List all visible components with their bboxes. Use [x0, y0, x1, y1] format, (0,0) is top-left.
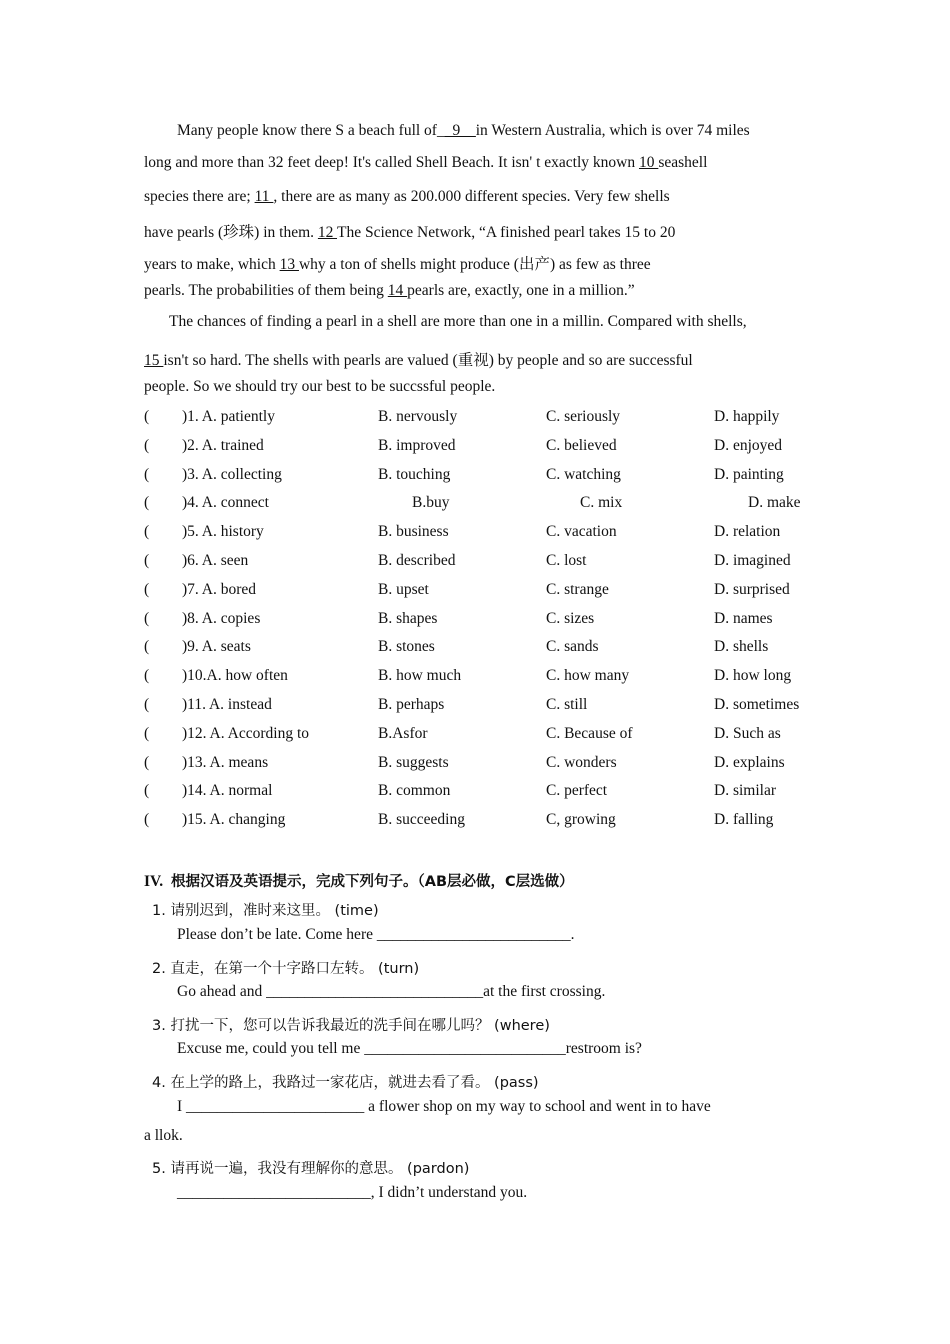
question-row: [144, 667, 824, 689]
option-a: )11. A. instead: [182, 696, 272, 713]
answer-paren: (: [144, 667, 150, 685]
passage-line-3: [144, 188, 670, 206]
option-c: C. seriously: [546, 408, 621, 425]
passage-text: isn't so hard. The shells with pearls are valued (重视) by people and so are successful: [163, 352, 693, 369]
answer-paren: (: [144, 811, 150, 829]
option-c: C. believed: [546, 436, 617, 454]
passage-text: have pearls (珍珠) in them.: [144, 224, 318, 241]
blank-9: _9__: [444, 122, 476, 139]
item-1-en: Please don’t be late. Come here _________________________.: [177, 926, 575, 943]
option-c: C. still: [546, 696, 588, 713]
passage-line-2: [144, 154, 707, 172]
answer-paren: (: [144, 753, 150, 771]
option-d: D. surprised: [714, 580, 790, 598]
section-roman: IV.: [144, 873, 164, 890]
blank-10: 10: [638, 154, 659, 171]
option-a: )4. A. connect: [182, 494, 269, 512]
question-row: [144, 494, 824, 516]
question-row: [144, 408, 824, 430]
passage-text: why a ton of shells might produce (出产) as few as three: [298, 256, 651, 273]
option-c: C. mix: [580, 494, 623, 512]
item-2-cn: 2. 直走，在第一个十字路口左转。 (turn): [152, 961, 420, 977]
option-d: D. falling: [714, 811, 774, 829]
item-1-cn: 1. 请别迟到，准时来这里。 (time): [152, 903, 379, 919]
item-3-en: Excuse me, could you tell me __________________________restroom is?: [177, 1040, 642, 1057]
option-b: B. common: [378, 782, 451, 800]
option-a: )13. A. means: [182, 753, 269, 771]
option-d: D. relation: [714, 523, 781, 541]
answer-paren: (: [144, 782, 150, 800]
question-row: [144, 696, 824, 718]
item-2-en: Go ahead and ____________________________at the first crossing.: [177, 983, 606, 1000]
passage-line-7: [169, 313, 747, 331]
question-row: [144, 638, 824, 660]
item-5-cn: 5. 请再说一遍，我没有理解你的意思。 (pardon): [152, 1161, 470, 1177]
option-a: )5. A. history: [182, 523, 264, 541]
option-a: )2. A. trained: [182, 436, 264, 454]
passage-text: people. So we should try our best to be succssful people.: [144, 378, 496, 395]
option-b: B. touching: [378, 465, 451, 483]
question-row: [144, 754, 824, 776]
option-b: B. stones: [378, 638, 435, 656]
option-d: D. shells: [714, 638, 769, 656]
option-b: B. upset: [378, 580, 429, 598]
option-d: D. happily: [714, 408, 780, 425]
option-a: )14. A. normal: [182, 782, 273, 800]
answer-paren: (: [144, 436, 150, 454]
option-b: B. suggests: [378, 753, 449, 771]
passage-text: long and more than 32 feet deep! It's called Shell Beach. It isn' t exactly known: [144, 154, 639, 171]
passage-text: The chances of finding a pearl in a shell are more than one in a millin. Compared with shells,: [169, 313, 747, 330]
passage-text: Many people know there S a beach full of_: [177, 122, 445, 139]
option-d: D. explains: [714, 753, 785, 771]
option-a: )1. A. patiently: [182, 408, 275, 425]
passage-text: years to make, which: [144, 256, 280, 273]
option-b: B. nervously: [378, 408, 458, 425]
option-b: B.Asfor: [378, 724, 428, 742]
answer-paren: (: [144, 465, 150, 483]
passage-text: species there are;: [144, 188, 255, 205]
question-row: [144, 581, 824, 603]
section-heading: [144, 870, 574, 891]
option-b: B. succeeding: [378, 811, 465, 829]
option-b: B. shapes: [378, 609, 438, 627]
blank-13: 13: [279, 256, 299, 273]
question-row: [144, 437, 824, 459]
blank-15: 15: [144, 352, 164, 369]
passage-text: seashell: [658, 154, 708, 171]
option-d: D. imagined: [714, 552, 791, 569]
answer-paren: (: [144, 408, 150, 425]
option-a: )12. A. According to: [182, 724, 309, 742]
passage-text: The Science Network, “A finished pearl takes 15 to 20: [337, 224, 676, 241]
item-4-cn: 4. 在上学的路上，我路过一家花店，就进去看了看。 (pass): [152, 1075, 539, 1091]
answer-paren: (: [144, 580, 150, 598]
passage-line-6: [144, 282, 635, 300]
option-a: )6. A. seen: [182, 552, 249, 569]
option-d: D. similar: [714, 782, 776, 800]
passage-text: pearls. The probabilities of them being: [144, 282, 388, 299]
option-a: )7. A. bored: [182, 580, 257, 598]
option-d: D. make: [748, 494, 801, 512]
section-heading-cn: 根据汉语及英语提示，完成下列句子。（AB层必做，C层选做）: [170, 874, 574, 890]
passage-text: in Western Australia, which is over 74 miles: [475, 122, 750, 139]
option-a: )15. A. changing: [182, 811, 286, 829]
option-b: B. described: [378, 552, 456, 569]
answer-paren: (: [144, 696, 150, 713]
question-row: [144, 466, 824, 488]
answer-paren: (: [144, 638, 150, 656]
passage-line-4: [144, 220, 675, 242]
option-c: C. perfect: [546, 782, 608, 800]
question-row: [144, 552, 824, 574]
option-c: C. sizes: [546, 609, 595, 627]
option-d: D. sometimes: [714, 696, 800, 713]
question-row: [144, 725, 824, 747]
option-a: )10.A. how often: [182, 667, 288, 685]
passage-line-9: [144, 378, 495, 396]
option-c: C. wonders: [546, 753, 617, 771]
answer-paren: (: [144, 494, 150, 512]
option-b: B. how much: [378, 667, 462, 685]
option-d: D. how long: [714, 667, 792, 685]
blank-14: 14: [387, 282, 408, 299]
option-a: )8. A. copies: [182, 609, 261, 627]
option-d: D. Such as: [714, 724, 781, 742]
option-c: C, growing: [546, 811, 616, 829]
option-a: )3. A. collecting: [182, 465, 282, 483]
option-b: B. improved: [378, 436, 456, 454]
option-b: B.buy: [412, 494, 450, 512]
option-b: B. perhaps: [378, 696, 445, 713]
option-c: C. watching: [546, 465, 621, 483]
answer-paren: (: [144, 523, 150, 541]
answer-paren: (: [144, 724, 150, 742]
passage-line-5: [144, 252, 651, 274]
option-d: D. names: [714, 609, 773, 627]
passage-line-1: [177, 122, 750, 140]
option-b: B. business: [378, 523, 449, 541]
option-a: )9. A. seats: [182, 638, 251, 656]
blank-12: 12: [317, 224, 338, 241]
option-d: D. painting: [714, 465, 784, 483]
question-row: [144, 782, 824, 804]
option-c: C. lost: [546, 552, 587, 569]
option-c: C. strange: [546, 580, 609, 598]
question-row: [144, 610, 824, 632]
answer-paren: (: [144, 609, 150, 627]
option-c: C. sands: [546, 638, 599, 656]
option-d: D. enjoyed: [714, 436, 783, 454]
item-4-en: I _______________________ a flower shop on my way to school and went in to have: [177, 1098, 711, 1115]
answer-paren: (: [144, 552, 150, 569]
option-c: C. Because of: [546, 724, 633, 742]
item-4-en-cont: a llok.: [144, 1127, 183, 1144]
option-c: C. how many: [546, 667, 630, 685]
question-row: [144, 811, 824, 833]
passage-text: pearls are, exactly, one in a million.”: [407, 282, 635, 299]
item-5-en: _________________________, I didn’t understand you.: [177, 1184, 528, 1201]
option-c: C. vacation: [546, 523, 617, 541]
blank-11: 11: [254, 188, 274, 205]
item-3-cn: 3. 打扰一下，您可以告诉我最近的洗手间在哪儿吗？ (where): [152, 1018, 550, 1034]
passage-text: , there are as many as 200.000 different species. Very few shells: [273, 188, 670, 205]
passage-line-8: [144, 348, 693, 370]
question-row: [144, 523, 824, 545]
